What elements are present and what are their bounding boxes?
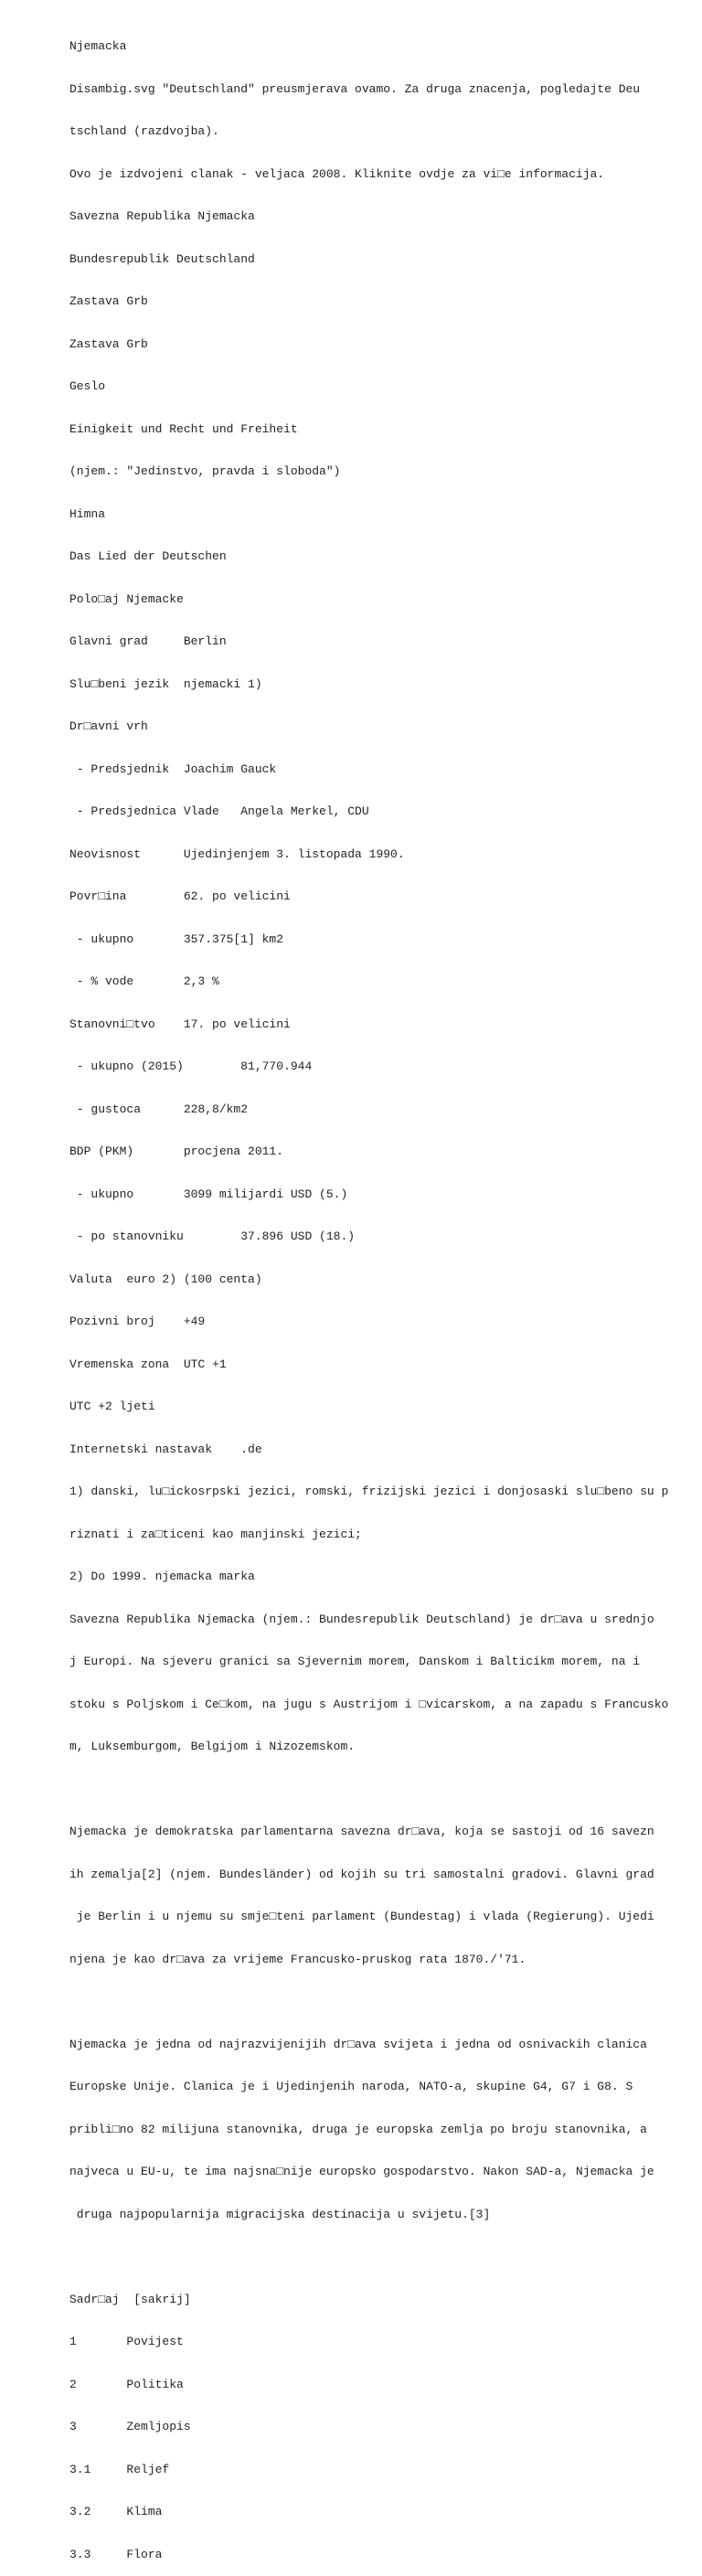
infobox-capital: Glavni grad Berlin: [69, 634, 227, 648]
infobox-name-native: Bundesrepublik Deutschland: [69, 251, 255, 266]
toc-item-3-1: 3.1 Reljef: [69, 2462, 170, 2476]
toc-item-2: 2 Politika: [69, 2377, 184, 2391]
infobox-independence: Neovisnost Ujedinjenjem 3. listopada 1990.: [69, 846, 405, 861]
infobox-motto: Einigkeit und Recht und Freiheit: [69, 421, 298, 436]
infobox-population: Stanovni□tvo 17. po velicini: [69, 1017, 291, 1031]
toc-item-3: 3 Zemljopis: [69, 2420, 191, 2433]
infobox-anthem-label: Himna: [69, 506, 106, 521]
infobox-tld: Internetski nastavak .de: [69, 1442, 262, 1456]
infobox-gdp-total: - ukupno 3099 milijardi USD (5.): [69, 1187, 348, 1201]
toc-header: Sadr□aj [sakrij]: [69, 2292, 191, 2306]
doc-title: Njemacka: [69, 39, 127, 53]
infobox-name-local: Savezna Republika Njemacka: [69, 209, 255, 223]
infobox-location: Polo□aj Njemacke: [69, 591, 184, 606]
intro-paragraph-3-line-1: Njemacka je jedna od najrazvijenijih dr□ava svijeta i jedna od osnivackih clanica: [69, 2037, 647, 2051]
intro-paragraph-1-line-4: m, Luksemburgom, Belgijom i Nizozemskom.: [69, 1740, 356, 1753]
intro-paragraph-2-line-1: Njemacka je demokratska parlamentarna savezna dr□ava, koja se sastoji od 16 savezn: [69, 1825, 654, 1838]
infobox-motto-label: Geslo: [69, 379, 106, 393]
intro-paragraph-1-line-1: Savezna Republika Njemacka (njem.: Bundesrepublik Deutschland) je dr□ava u srednjo: [69, 1612, 654, 1626]
intro-paragraph-3-line-5: druga najpopularnija migracijska destinacija u svijetu.[3]: [69, 2207, 491, 2221]
paragraph-gap: [69, 2250, 691, 2264]
footnote-1: 1) danski, lu□ickosrpski jezici, romski, frizijski jezici i donjosaski slu□beno su p: [69, 1485, 669, 1498]
infobox-chancellor: - Predsjednica Vlade Angela Merkel, CDU: [69, 804, 369, 818]
paragraph-gap: [69, 1995, 691, 2009]
infobox-timezone-summer: UTC +2 ljeti: [69, 1400, 155, 1413]
infobox-language: Slu□beni jezik njemacki 1): [69, 676, 262, 691]
disambiguation-note-cont: tschland (razdvojba).: [69, 124, 219, 138]
toc-item-3-2: 3.2 Klima: [69, 2505, 163, 2518]
infobox-area: Povr□ina 62. po velicini: [69, 889, 291, 903]
infobox-anthem: Das Lied der Deutschen: [69, 549, 227, 563]
infobox-gdp-per-capita: - po stanovniku 37.896 USD (18.): [69, 1229, 356, 1243]
infobox-government-label: Dr□avni vrh: [69, 719, 148, 733]
footnote-1-cont: riznati i za□ticeni kao manjinski jezici;: [69, 1527, 362, 1541]
intro-paragraph-2-line-2: ih zemalja[2] (njem. Bundesländer) od kojih su tri samostalni gradovi. Glavni grad: [69, 1867, 654, 1881]
infobox-area-total: - ukupno 357.375[1] km2: [69, 931, 284, 946]
infobox-population-density: - gustoca 228,8/km2: [69, 1102, 249, 1116]
infobox-flag-coat-caption: Zastava Grb: [69, 336, 148, 351]
infobox-area-water: - % vode 2,3 %: [69, 974, 219, 988]
intro-paragraph-3-line-3: pribli□no 82 milijuna stanovnika, druga je europska zemlja po broju stanovnika, a: [69, 2122, 647, 2136]
infobox-president: - Predsjednik Joachim Gauck: [69, 761, 277, 776]
infobox-flag-coat: Zastava Grb: [69, 294, 148, 308]
intro-paragraph-1-line-3: stoku s Poljskom i Ce□kom, na jugu s Austrijom i □vicarskom, a na zapadu s Francusko: [69, 1697, 669, 1711]
infobox-calling-code: Pozivni broj +49: [69, 1315, 206, 1328]
infobox-currency: Valuta euro 2) (100 centa): [69, 1272, 262, 1286]
document-body: [69, 11, 691, 2576]
infobox-population-total: - ukupno (2015) 81,770.944: [69, 1059, 313, 1073]
toc-item-3-3: 3.3 Flora: [69, 2547, 163, 2561]
intro-paragraph-2-line-4: njena je kao dr□ava za vrijeme Francusko-pruskog rata 1870./'71.: [69, 1952, 526, 1966]
infobox-motto-translation: (njem.: "Jedinstvo, pravda i sloboda"): [69, 464, 341, 478]
featured-article-note: Ovo je izdvojeni clanak - veljaca 2008. Kliknite ovdje za vi□e informacija.: [69, 166, 605, 181]
disambiguation-note: Disambig.svg "Deutschland" preusmjerava ovamo. Za druga znacenja, pogledajte Deu: [69, 81, 641, 96]
infobox-gdp: BDP (PKM) procjena 2011.: [69, 1144, 284, 1158]
intro-paragraph-2-line-3: je Berlin i u njemu su smje□teni parlament (Bundestag) i vlada (Regierung). Ujedi: [69, 1910, 654, 1923]
footnote-2: 2) Do 1999. njemacka marka: [69, 1570, 255, 1583]
toc-item-1: 1 Povijest: [69, 2335, 184, 2348]
intro-paragraph-3-line-2: Europske Unije. Clanica je i Ujedinjenih naroda, NATO-a, skupine G4, G7 i G8. S: [69, 2080, 633, 2093]
infobox-timezone: Vremenska zona UTC +1: [69, 1357, 227, 1371]
intro-paragraph-3-line-4: najveca u EU-u, te ima najsna□nije europsko gospodarstvo. Nakon SAD-a, Njemacka je: [69, 2165, 654, 2178]
paragraph-gap: [69, 1783, 691, 1797]
intro-paragraph-1-line-2: j Europi. Na sjeveru granici sa Sjevernim morem, Danskom i Balticikm morem, na i: [69, 1655, 641, 1668]
